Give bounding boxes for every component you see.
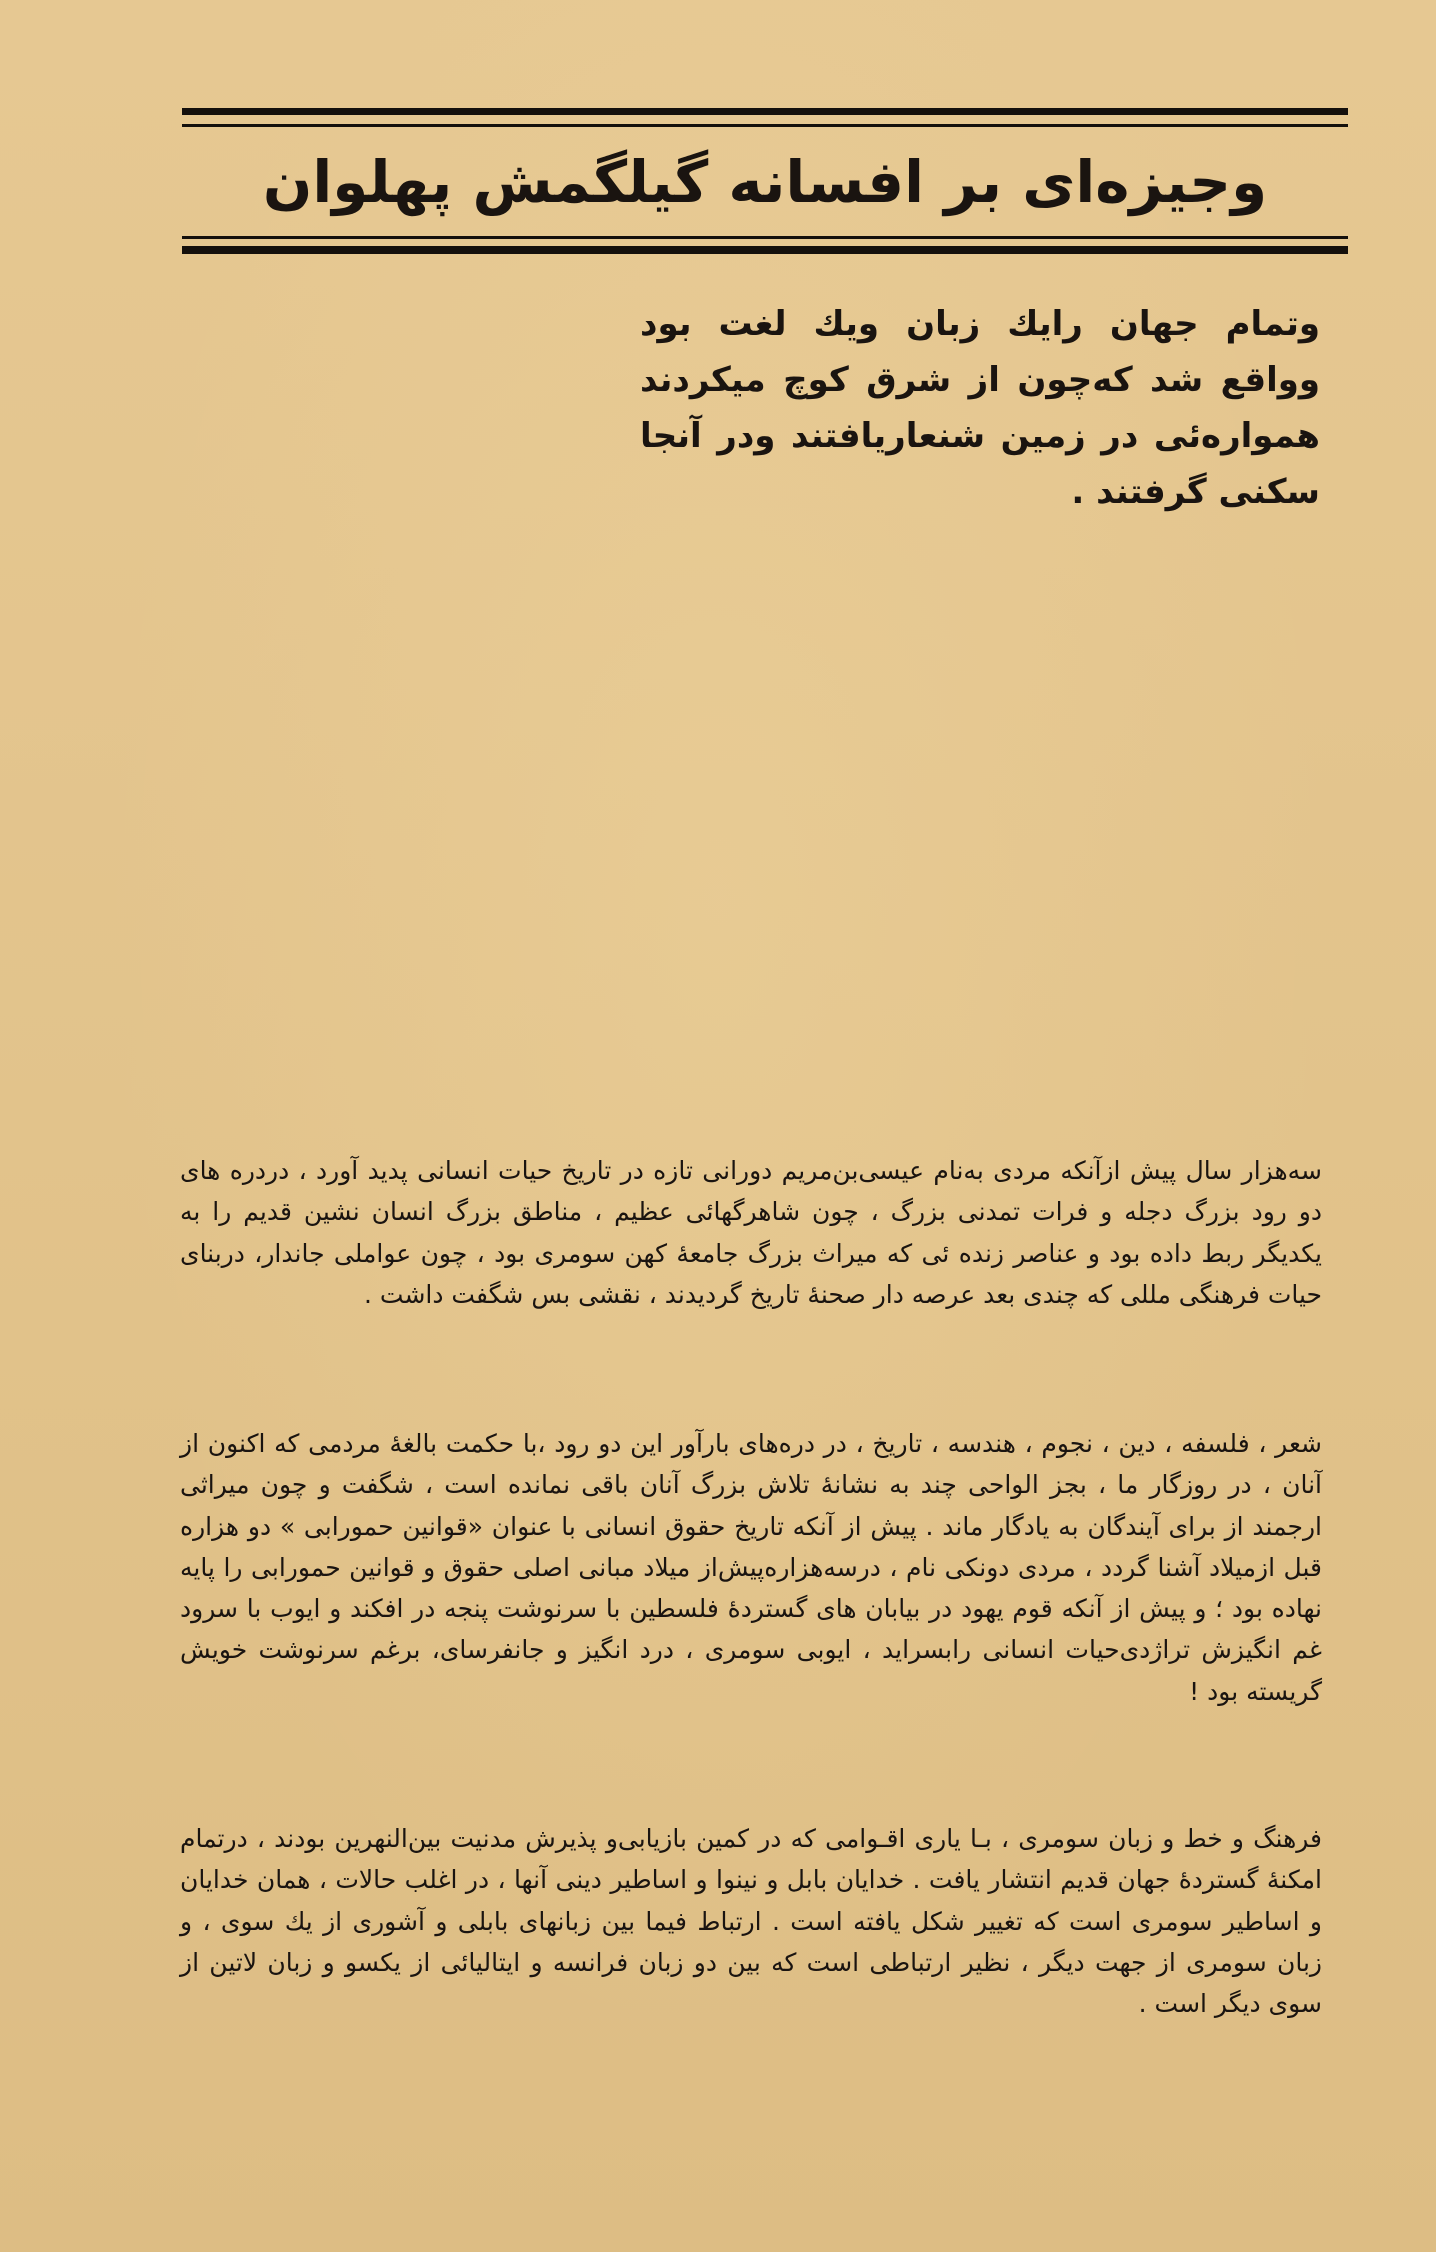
title-top-rule-thin: [182, 124, 1348, 127]
page-title: وجیزه‌ای بر افسانه گیلگمش پهلوان: [262, 148, 1268, 216]
title-top-rule-thick: [182, 108, 1348, 115]
paragraph-3: فرهنگ و خط و زبان سومری ، بـا یاری اقـوامی که در کمین بازیابی‌و پذیرش مدنیت بین‌النهرین بودند ، درتمام امکنهٔ گستردهٔ جهان قدیم انتشار یافت . خدایان بابل و نینوا و اساطیر دینی آنها ، در اغلب حالات ، همان خدایان و اساطیر سومری است که تغییر شکل یافته است . ارتباط فیما بین زبانهای بابلی و آشوری از یك سوی ، و زبان سومری از جهت دیگر ، نظیر ارتباطی است که بین دو زبان فرانسه و ایتالیائی از یکسو و زبان لاتین از سوی دیگر است .: [180, 1824, 1322, 2019]
title-bottom-rule-thick: [182, 246, 1348, 254]
epigraph: وتمام جهان رایك زبان ویك لغت بود وواقع شد که‌چون از شرق کوچ میکردند همواره‌ئی در زمین شنعاریافتند ودر آنجا سکنی گرفتند .: [640, 304, 1320, 512]
paragraph-1: سه‌هزار سال پیش ازآنکه مردی به‌نام عیسی‌بن‌مریم دورانی تازه در تاریخ حیات انسانی پدید آورد ، دردره های دو رود بزرگ دجله و فرات تمدنی بزرگ ، چون شاهرگهائی عظیم ، مناطق بزرگ انسان نشین قدیم را به یکدیگر ربط داده بود و عناصر زنده ئی که میراث بزرگ جامعهٔ کهن سومری بود ، چون عواملی جاندار، دربنای حیات فرهنگی مللی که چندی بعد عرصه دار صحنهٔ تاریخ گردیدند ، نقشی بس شگفت داشت .: [180, 1156, 1322, 1309]
paragraph-2: شعر ، فلسفه ، دین ، نجوم ، هندسه ، تاریخ ، در دره‌های بارآور این دو رود ،با حکمت بالغهٔ مردمی که اکنون از آنان ، در روزگار ما ، بجز الواحی چند به نشانهٔ تلاش بزرگ آنان باقی نمانده است ، شگفت و چون میراثی ارجمند از برای آیندگان به یادگار ماند . پیش از آنکه تاریخ حقوق انسانی با عنوان «قوانین حمورابی » دو هزاره قبل ازمیلاد آشنا گردد ، مردی دونکی نام ، درسه‌هزاره‌پیش‌از میلاد مبانی اصلی حقوق و قوانین حمورابی را پایه نهاده بود ؛ و پیش از آنکه قوم یهود در بیابان های گستردهٔ فلسطین با سرنوشت پنجه در افکند و ایوب با سرود غم انگیزش تراژدی‌حیات انسانی رابسراید ، ایوبی سومری ، درد انگیز و جانفرسای، برغم سرنوشت خویش گریسته بود !: [180, 1429, 1322, 1706]
title-bottom-rule-thin: [182, 236, 1348, 239]
